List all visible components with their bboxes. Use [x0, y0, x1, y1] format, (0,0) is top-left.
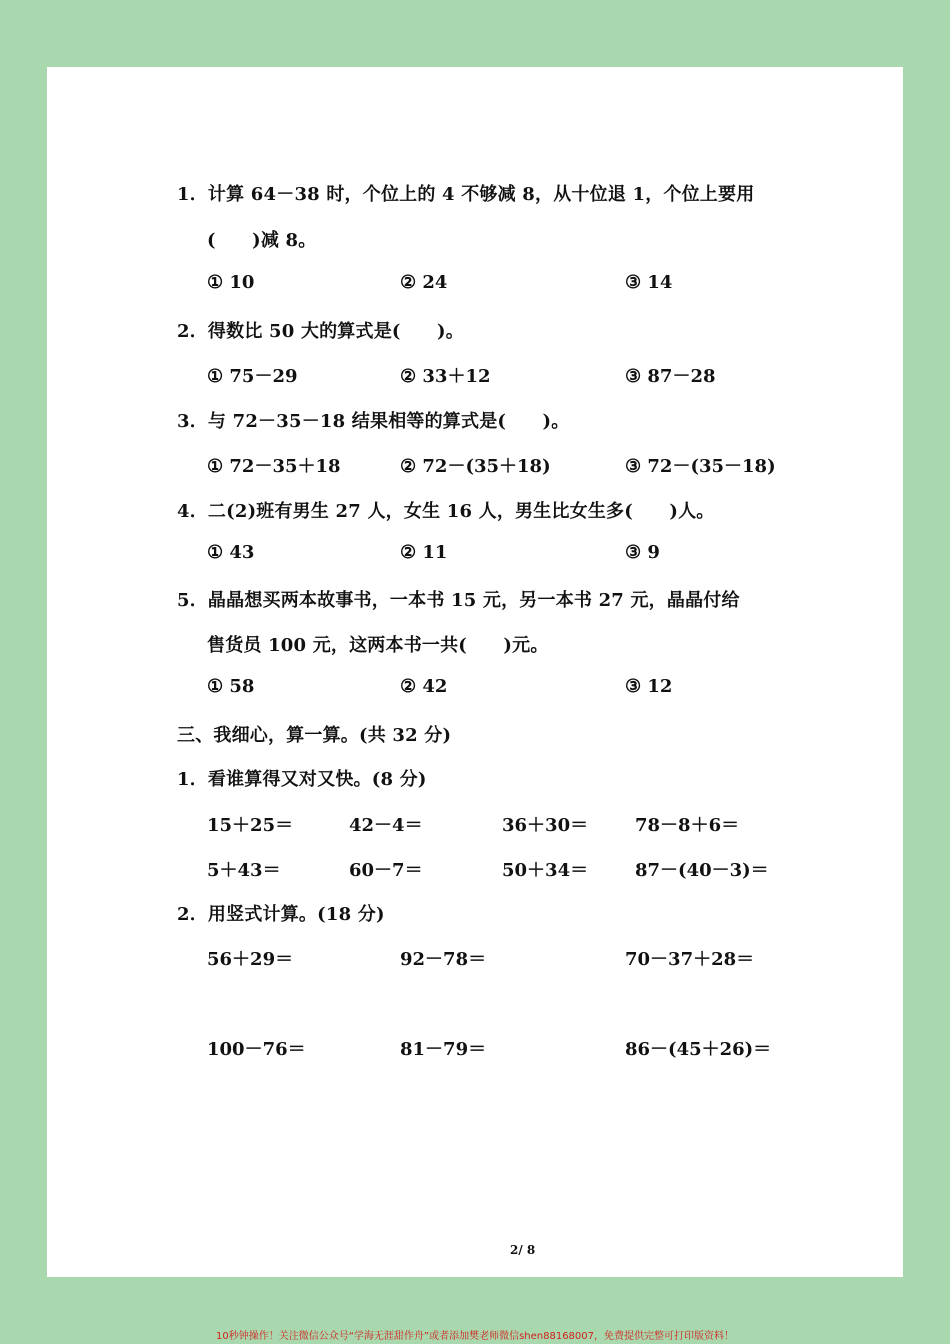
question-2-option-1: ① 75－29 — [207, 366, 298, 387]
oral-calc-item: 15＋25＝ — [207, 815, 294, 836]
question-5-option-1: ① 58 — [207, 676, 255, 697]
question-1-option-3: ③ 14 — [625, 272, 673, 293]
promo-footer: 10秒钟操作！关注微信公众号“学海无涯甜作舟”或者添加樊老师微信shen88168007，免费提供完整可打印版资料！ — [215, 1331, 735, 1342]
question-3-option-2: ② 72－(35＋18) — [400, 456, 551, 477]
question-5-option-3: ③ 12 — [625, 676, 673, 697]
oral-calc-item: 50＋34＝ — [502, 860, 589, 881]
question-4-option-3: ③ 9 — [625, 542, 660, 563]
question-5-option-2: ② 42 — [400, 676, 448, 697]
oral-calc-item: 87－(40－3)＝ — [635, 860, 769, 881]
oral-calc-item: 42－4＝ — [349, 815, 423, 836]
vertical-calc-item: 70－37＋28＝ — [625, 949, 755, 970]
vertical-calc-item: 100－76＝ — [207, 1039, 306, 1060]
section-3-q1-title: 1．看谁算得又对又快。(8 分) — [177, 769, 427, 790]
section-3-q2-title: 2．用竖式计算。(18 分) — [177, 904, 385, 925]
question-4-option-2: ② 11 — [400, 542, 448, 563]
question-1-line-1: 1．计算 64－38 时，个位上的 4 不够减 8，从十位退 1，个位上要用 — [177, 184, 755, 205]
vertical-calc-item: 56＋29＝ — [207, 949, 294, 970]
section-3-title: 三、我细心，算一算。(共 32 分) — [177, 725, 452, 746]
oral-calc-item: 5＋43＝ — [207, 860, 281, 881]
oral-calc-item: 60－7＝ — [349, 860, 423, 881]
vertical-calc-item: 86－(45＋26)＝ — [625, 1039, 772, 1060]
question-4-option-1: ① 43 — [207, 542, 255, 563]
question-2-option-3: ③ 87－28 — [625, 366, 716, 387]
vertical-calc-item: 92－78＝ — [400, 949, 487, 970]
question-1-line-2: ( )减 8。 — [207, 230, 317, 251]
worksheet-page — [47, 67, 903, 1277]
oral-calc-item: 36＋30＝ — [502, 815, 589, 836]
question-3-option-1: ① 72－35＋18 — [207, 456, 341, 477]
question-1-option-2: ② 24 — [400, 272, 448, 293]
question-2-option-2: ② 33＋12 — [400, 366, 491, 387]
question-1-option-1: ① 10 — [207, 272, 255, 293]
question-4-line-1: 4．二(2)班有男生 27 人，女生 16 人，男生比女生多( )人。 — [177, 501, 715, 522]
question-3-option-3: ③ 72－(35－18) — [625, 456, 776, 477]
vertical-calc-item: 81－79＝ — [400, 1039, 487, 1060]
question-5-line-1: 5．晶晶想买两本故事书，一本书 15 元，另一本书 27 元，晶晶付给 — [177, 590, 740, 611]
oral-calc-item: 78－8＋6＝ — [635, 815, 740, 836]
question-3-line-1: 3．与 72－35－18 结果相等的算式是( )。 — [177, 411, 570, 432]
question-5-line-2: 售货员 100 元，这两本书一共( )元。 — [207, 635, 549, 656]
page-number: 2/ 8 — [510, 1243, 536, 1257]
question-2-line-1: 2．得数比 50 大的算式是( )。 — [177, 321, 464, 342]
